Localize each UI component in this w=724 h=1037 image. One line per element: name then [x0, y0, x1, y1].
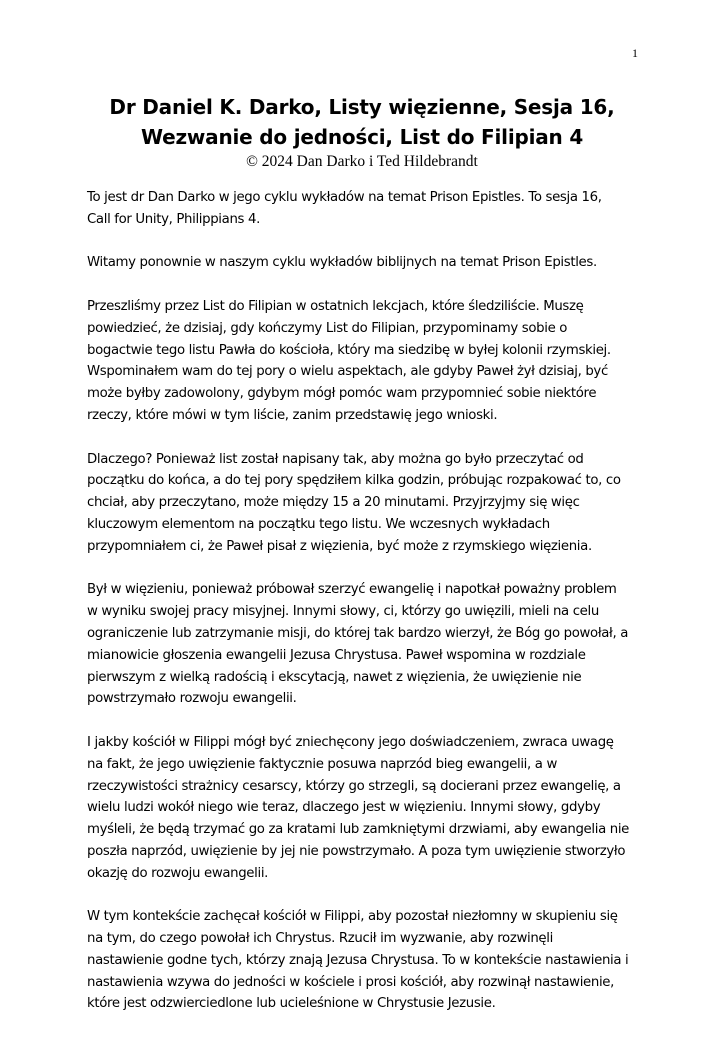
title-line-1: Dr Daniel K. Darko, Listy więzienne, Sesja 16,: [109, 95, 615, 119]
paragraph-line: rzeczy, które mówi w tym liście, zanim przedstawię jego wnioski.: [87, 407, 498, 423]
paragraph-line: mianowicie głoszenia ewangelii Jezusa Chrystusa. Paweł wspomina w rozdziale: [87, 647, 586, 663]
paragraph-line: To jest dr Dan Darko w jego cyklu wykładów na temat Prison Epistles. To sesja 16,: [87, 190, 602, 205]
paragraph-line: Dlaczego? Ponieważ list został napisany tak, aby można go było przeczytać od: [87, 451, 584, 467]
paragraph-line: ograniczenie lub zatrzymanie misji, do której tak bardzo wierzył, że Bóg go powołał, a: [87, 625, 629, 641]
paragraph-line: Przeszliśmy przez List do Filipian w ostatnich lekcjach, które śledziliście. Muszę: [87, 298, 584, 314]
paragraph-line: kluczowym elementom na początku tego listu. We wczesnych wykładach: [87, 516, 550, 532]
copyright-line: © 2024 Dan Darko i Ted Hildebrandt: [246, 153, 478, 170]
paragraph-line: bogactwie tego listu Pawła do kościoła, który ma siedzibę w byłej kolonii rzymskiej.: [87, 342, 611, 358]
title-line-2: Wezwanie do jedności, List do Filipian 4: [140, 125, 584, 149]
paragraph-line: na fakt, że jego uwięzienie faktycznie posuwa naprzód bieg ewangelii, a w: [87, 756, 557, 772]
paragraph-line: może byłby zadowolony, gdybym mógł pomóc wam przypomnieć sobie niektóre: [87, 386, 597, 402]
paragraph-line: na tym, do czego powołał ich Chrystus. Rzucił im wyzwanie, aby rozwinęli: [87, 931, 553, 947]
paragraph-line: nastawienie godne tych, którzy znają Jezusa Chrystusa. To w kontekście nastawienia i: [87, 952, 629, 968]
paragraph-line: powiedzieć, że dzisiaj, gdy kończymy List do Filipian, przypominamy sobie o: [87, 320, 568, 336]
paragraph-line: powstrzymało rozwoju ewangelii.: [87, 691, 297, 707]
paragraph-line: początku do końca, a do tej pory spędziłem kilka godzin, próbując rozpakować to, co: [87, 473, 621, 489]
paragraph-line: rzeczywistości strażnicy cesarscy, którzy go strzegli, są docierani przez ewangelię, a: [87, 778, 621, 794]
paragraph-line: chciał, aby przeczytano, może między 15 a 20 minutami. Przyjrzyjmy się więc: [87, 495, 580, 511]
title-block: [60, 92, 664, 171]
paragraph: [87, 187, 647, 231]
paragraph-line: Wspominałem wam do tej pory o wielu aspektach, ale gdyby Paweł żył dzisiaj, być: [87, 364, 608, 380]
paragraph-line: przypomniałem ci, że Paweł pisał z więzienia, być może z rzymskiego więzienia.: [87, 538, 592, 554]
paragraph-line: które jest odzwierciedlone lub ucieleśnione w Chrystusie Jezusie.: [87, 996, 496, 1012]
paragraph-line: w wyniku swojej pracy misyjnej. Innymi słowy, ci, którzy go uwięzili, mieli na celu: [87, 604, 599, 620]
paragraph-line: myśleli, że będą trzymać go za kratami lub zamkniętymi drzwiami, aby ewangelia nie: [87, 822, 630, 838]
paragraph-line: I jakby kościół w Filippi mógł być zniechęcony jego doświadczeniem, zwraca uwagę: [87, 734, 614, 750]
paragraph: [87, 252, 647, 274]
paragraph-line: Był w więzieniu, ponieważ próbował szerzyć ewangelię i napotkał poważny problem: [87, 582, 617, 598]
paragraph-line: W tym kontekście zachęcał kościół w Filippi, aby pozostał niezłomny w skupieniu się: [87, 909, 618, 925]
paragraph: [87, 449, 647, 558]
paragraph: [87, 906, 647, 1015]
paragraph-line: poszła naprzód, uwięzienie by jej nie powstrzymało. A poza tym uwięzienie stworzyło: [87, 843, 626, 859]
paragraph-line: wielu ludzi wokół niego wie teraz, dlaczego jest w więzieniu. Innymi słowy, gdyby: [87, 800, 601, 816]
paragraph-line: Call for Unity, Philippians 4.: [87, 211, 260, 227]
paragraph-line: pierwszym z wielką radością i ekscytacją, nawet z więzienia, że uwięzienie nie: [87, 669, 582, 685]
paragraph: [87, 732, 647, 885]
paragraph-line: Witamy ponownie w naszym cyklu wykładów biblijnych na temat Prison Epistles.: [87, 255, 597, 271]
paragraph-line: nastawienia wzywa do jedności w kościele i prosi kościół, aby rozwinął nastawienie,: [87, 974, 615, 990]
body-text: [87, 187, 647, 1037]
paragraph: [87, 296, 647, 427]
page-number: 1: [632, 46, 638, 60]
paragraph-line: okazję do rozwoju ewangelii.: [87, 865, 269, 881]
paragraph: [87, 579, 647, 710]
